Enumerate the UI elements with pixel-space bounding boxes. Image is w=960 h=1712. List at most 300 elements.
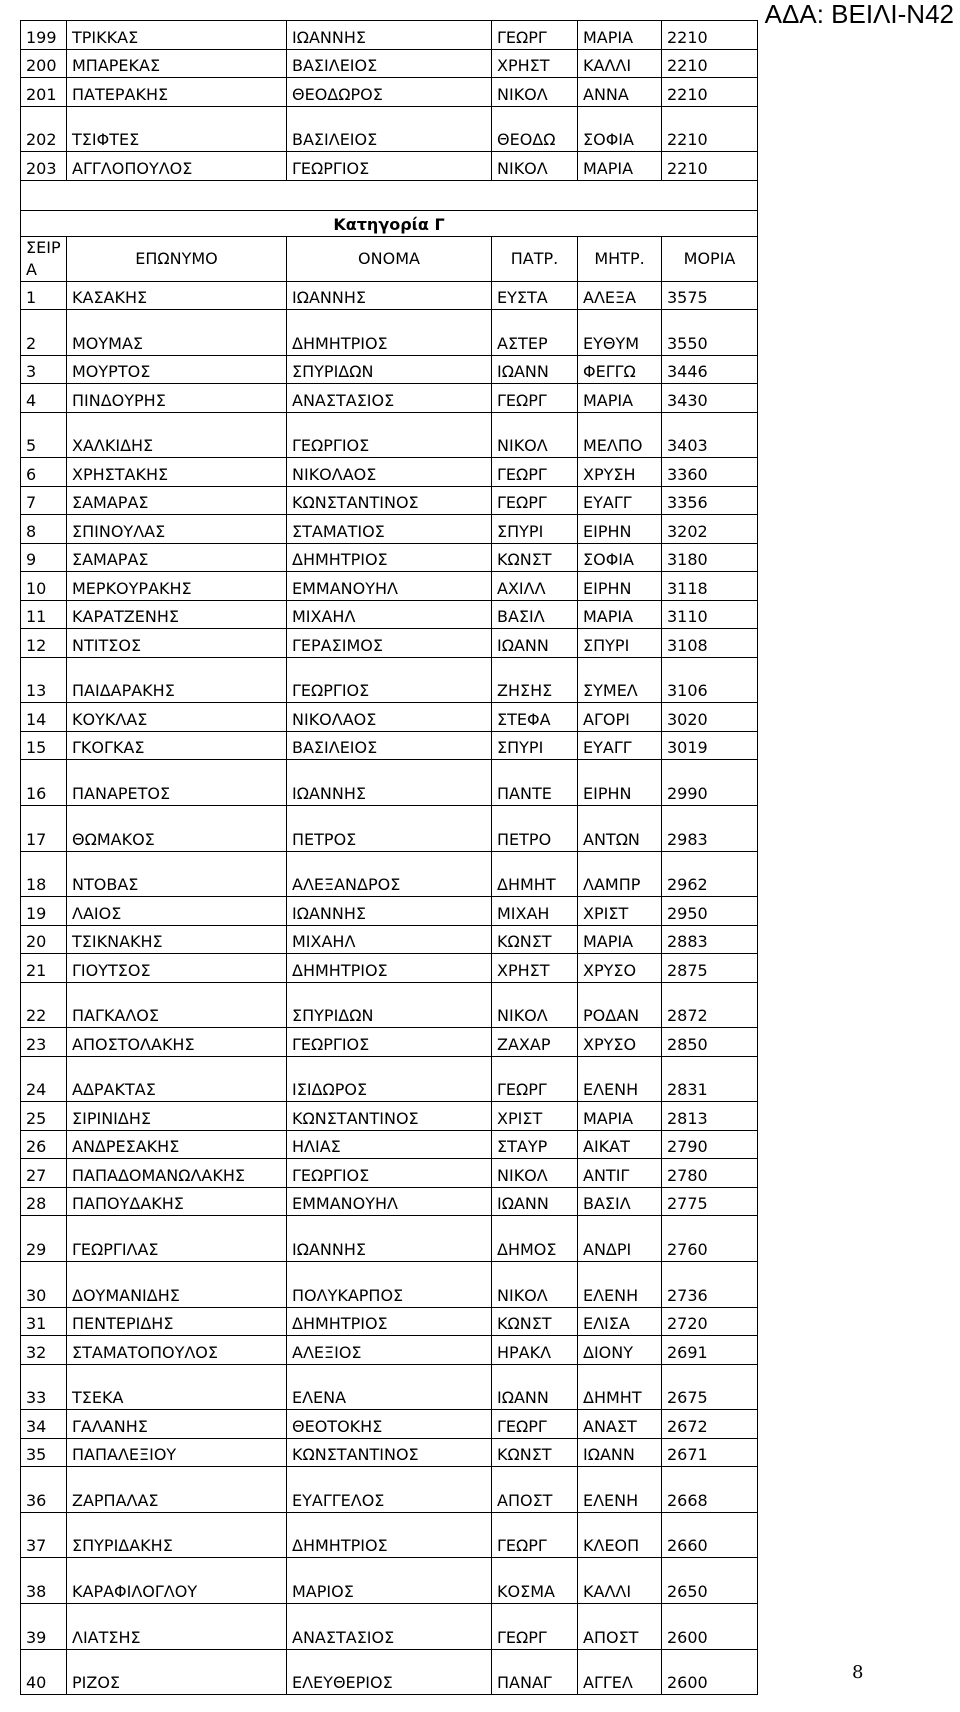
cell-eponymo: ΣΙΡΙΝΙΔΗΣ [67, 1102, 287, 1131]
cell-mitr: ΑΝΤΩΝ [578, 805, 662, 851]
cell-seira: 10 [21, 572, 67, 601]
cell-mitr: ΕΙΡΗΝ [578, 515, 662, 544]
table-row [21, 1307, 758, 1336]
cell-moria: 2872 [662, 982, 758, 1028]
cell-moria: 2210 [662, 78, 758, 107]
cell-mitr: ΑΛΕΞΑ [578, 281, 662, 310]
cell-patr: ΓΕΩΡΓ [492, 1056, 578, 1102]
cell-mitr: ΕΙΡΗΝ [578, 572, 662, 601]
cell-eponymo: ΓΕΩΡΓΙΛΑΣ [67, 1216, 287, 1262]
cell-moria: 2660 [662, 1512, 758, 1558]
cell-patr: ΠΑΝΤΕ [492, 760, 578, 806]
table-row [21, 310, 758, 356]
cell-eponymo: ΑΝΔΡΕΣΑΚΗΣ [67, 1130, 287, 1159]
cell-moria: 2990 [662, 760, 758, 806]
cell-seira: 1 [21, 281, 67, 310]
cell-mitr: ΕΥΘΥΜ [578, 310, 662, 356]
cell-onoma: ΚΩΝΣΤΑΝΤΙΝΟΣ [287, 486, 492, 515]
cell-mitr: ΜΑΡΙΑ [578, 1102, 662, 1131]
cell-seira: 36 [21, 1467, 67, 1513]
cell-moria: 3550 [662, 310, 758, 356]
cell-seira: 7 [21, 486, 67, 515]
cell-eponymo: ΚΑΡΑΦΙΛΟΓΛΟΥ [67, 1558, 287, 1604]
table-row [21, 1649, 758, 1695]
cell-onoma: ΙΩΑΝΝΗΣ [287, 897, 492, 926]
cell-moria: 3020 [662, 703, 758, 732]
cell-moria: 2720 [662, 1307, 758, 1336]
cell-seira: 23 [21, 1028, 67, 1057]
cell-moria: 2850 [662, 1028, 758, 1057]
page-number: 8 [852, 1662, 864, 1683]
table-row [21, 21, 758, 50]
cell-patr: ΑΣΤΕΡ [492, 310, 578, 356]
cell-mitr: ΣΠΥΡΙ [578, 629, 662, 658]
cell-moria: 3019 [662, 731, 758, 760]
cell-mitr: ΚΑΛΛΙ [578, 49, 662, 78]
cell-seira: 37 [21, 1512, 67, 1558]
cell-onoma: ΕΜΜΑΝΟΥΗΛ [287, 572, 492, 601]
cell-eponymo: ΠΙΝΔΟΥΡΗΣ [67, 384, 287, 413]
spacer-row [21, 180, 758, 210]
cell-moria: 2672 [662, 1410, 758, 1439]
cell-patr: ΚΩΝΣΤ [492, 543, 578, 572]
cell-moria: 3446 [662, 355, 758, 384]
cell-patr: ΝΙΚΟΛ [492, 152, 578, 181]
cell-moria: 2210 [662, 152, 758, 181]
cell-mitr: ΜΑΡΙΑ [578, 600, 662, 629]
cell-seira: 33 [21, 1364, 67, 1410]
cell-patr: ΚΟΣΜΑ [492, 1558, 578, 1604]
cell-eponymo: ΠΑΠΟΥΔΑΚΗΣ [67, 1187, 287, 1216]
cell-mitr: ΑΠΟΣΤ [578, 1603, 662, 1649]
cell-moria: 3360 [662, 458, 758, 487]
cell-eponymo: ΣΠΙΝΟΥΛΑΣ [67, 515, 287, 544]
table-row [21, 281, 758, 310]
cell-mitr: ΚΑΛΛΙ [578, 1558, 662, 1604]
cell-eponymo: ΛΙΑΤΣΗΣ [67, 1603, 287, 1649]
table-row [21, 515, 758, 544]
cell-moria: 3403 [662, 412, 758, 458]
cell-eponymo: ΤΣΙΚΝΑΚΗΣ [67, 925, 287, 954]
cell-moria: 2210 [662, 21, 758, 50]
cell-mitr: ΣΟΦΙΑ [578, 543, 662, 572]
table-row [21, 1364, 758, 1410]
cell-seira: 6 [21, 458, 67, 487]
cell-eponymo: ΠΑΝΑΡΕΤΟΣ [67, 760, 287, 806]
cell-patr: ΝΙΚΟΛ [492, 1261, 578, 1307]
cell-onoma: ΘΕΟΔΩΡΟΣ [287, 78, 492, 107]
cell-seira: 203 [21, 152, 67, 181]
cell-mitr: ΧΡΥΣΟ [578, 1028, 662, 1057]
cell-patr: ΚΩΝΣΤ [492, 1438, 578, 1467]
cell-seira: 16 [21, 760, 67, 806]
table-row [21, 600, 758, 629]
cell-eponymo: ΠΕΝΤΕΡΙΔΗΣ [67, 1307, 287, 1336]
cell-patr: ΓΕΩΡΓ [492, 486, 578, 515]
cell-onoma: ΙΩΑΝΝΗΣ [287, 1216, 492, 1262]
cell-seira: 38 [21, 1558, 67, 1604]
table-row [21, 805, 758, 851]
cell-mitr: ΧΡΙΣΤ [578, 897, 662, 926]
cell-patr: ΣΤΕΦΑ [492, 703, 578, 732]
table-row [21, 1261, 758, 1307]
cell-onoma: ΓΕΡΑΣΙΜΟΣ [287, 629, 492, 658]
table-row [21, 1603, 758, 1649]
cell-patr: ΓΕΩΡΓ [492, 21, 578, 50]
cell-patr: ΕΥΣΤΑ [492, 281, 578, 310]
cell-patr: ΚΩΝΣΤ [492, 1307, 578, 1336]
table-row [21, 486, 758, 515]
table-row [21, 1467, 758, 1513]
cell-mitr: ΧΡΥΣΗ [578, 458, 662, 487]
cell-eponymo: ΜΟΥΜΑΣ [67, 310, 287, 356]
cell-mitr: ΒΑΣΙΛ [578, 1187, 662, 1216]
cell-onoma: ΕΛΕΝΑ [287, 1364, 492, 1410]
cell-patr: ΔΗΜΟΣ [492, 1216, 578, 1262]
table-row [21, 572, 758, 601]
cell-moria: 2671 [662, 1438, 758, 1467]
cell-patr: ΝΙΚΟΛ [492, 78, 578, 107]
table-row [21, 1187, 758, 1216]
cell-seira: 15 [21, 731, 67, 760]
cell-onoma: ΓΕΩΡΓΙΟΣ [287, 1159, 492, 1188]
cell-moria: 3108 [662, 629, 758, 658]
cell-seira: 30 [21, 1261, 67, 1307]
cell-seira: 40 [21, 1649, 67, 1695]
table-row [21, 1438, 758, 1467]
cell-eponymo: ΖΑΡΠΑΛΑΣ [67, 1467, 287, 1513]
cell-onoma: ΝΙΚΟΛΑΟΣ [287, 458, 492, 487]
cell-eponymo: ΠΑΤΕΡΑΚΗΣ [67, 78, 287, 107]
cell-seira: 25 [21, 1102, 67, 1131]
table-row [21, 1130, 758, 1159]
cell-eponymo: ΔΟΥΜΑΝΙΔΗΣ [67, 1261, 287, 1307]
table-row [21, 152, 758, 181]
cell-eponymo: ΚΑΣΑΚΗΣ [67, 281, 287, 310]
header-row [21, 236, 758, 281]
cell-mitr: ΕΛΕΝΗ [578, 1261, 662, 1307]
table-row [21, 954, 758, 983]
cell-seira: 32 [21, 1336, 67, 1365]
cell-eponymo: ΤΣΙΦΤΕΣ [67, 106, 287, 152]
table-row [21, 629, 758, 658]
cell-seira: 201 [21, 78, 67, 107]
cell-onoma: ΑΛΕΞΙΟΣ [287, 1336, 492, 1365]
cell-onoma: ΒΑΣΙΛΕΙΟΣ [287, 106, 492, 152]
cell-mitr: ΑΓΓΕΛ [578, 1649, 662, 1695]
table-row [21, 1028, 758, 1057]
cell-mitr: ΚΛΕΟΠ [578, 1512, 662, 1558]
table-row [21, 1216, 758, 1262]
cell-moria: 2983 [662, 805, 758, 851]
cell-moria: 2600 [662, 1603, 758, 1649]
cell-mitr: ΕΛΕΝΗ [578, 1467, 662, 1513]
cell-seira: 20 [21, 925, 67, 954]
category-row [21, 210, 758, 236]
cell-patr: ΚΩΝΣΤ [492, 925, 578, 954]
table-row [21, 543, 758, 572]
cell-patr: ΝΙΚΟΛ [492, 1159, 578, 1188]
cell-moria: 3106 [662, 657, 758, 703]
cell-seira: 200 [21, 49, 67, 78]
cell-mitr: ΜΑΡΙΑ [578, 152, 662, 181]
cell-onoma: ΓΕΩΡΓΙΟΣ [287, 412, 492, 458]
cell-eponymo: ΑΓΓΛΟΠΟΥΛΟΣ [67, 152, 287, 181]
cell-mitr: ΔΗΜΗΤ [578, 1364, 662, 1410]
cell-eponymo: ΣΤΑΜΑΤΟΠΟΥΛΟΣ [67, 1336, 287, 1365]
cell-seira: 2 [21, 310, 67, 356]
cell-eponymo: ΣΑΜΑΡΑΣ [67, 543, 287, 572]
cell-moria: 2675 [662, 1364, 758, 1410]
cell-moria: 2650 [662, 1558, 758, 1604]
cell-mitr: ΕΥΑΓΓ [578, 486, 662, 515]
cell-onoma: ΕΛΕΥΘΕΡΙΟΣ [287, 1649, 492, 1695]
table-row [21, 1512, 758, 1558]
cell-moria: 2950 [662, 897, 758, 926]
cell-patr: ΓΕΩΡΓ [492, 1410, 578, 1439]
cell-moria: 3202 [662, 515, 758, 544]
table-row [21, 384, 758, 413]
cell-patr: ΓΕΩΡΓ [492, 1512, 578, 1558]
cell-eponymo: ΑΠΟΣΤΟΛΑΚΗΣ [67, 1028, 287, 1057]
table-row [21, 1056, 758, 1102]
header-seira: ΣΕΙΡΑ [21, 236, 67, 281]
cell-mitr: ΕΛΙΣΑ [578, 1307, 662, 1336]
cell-seira: 5 [21, 412, 67, 458]
cell-patr: ΙΩΑΝΝ [492, 1364, 578, 1410]
cell-patr: ΠΑΝΑΓ [492, 1649, 578, 1695]
table-row [21, 412, 758, 458]
cell-eponymo: ΠΑΙΔΑΡΑΚΗΣ [67, 657, 287, 703]
header-mitr: ΜΗΤΡ. [578, 236, 662, 281]
cell-onoma: ΓΕΩΡΓΙΟΣ [287, 152, 492, 181]
cell-mitr: ΡΟΔΑΝ [578, 982, 662, 1028]
table-row [21, 106, 758, 152]
cell-onoma: ΕΥΑΓΓΕΛΟΣ [287, 1467, 492, 1513]
cell-moria: 3356 [662, 486, 758, 515]
cell-eponymo: ΚΑΡΑΤΖΕΝΗΣ [67, 600, 287, 629]
table-row [21, 982, 758, 1028]
cell-seira: 29 [21, 1216, 67, 1262]
cell-mitr: ΣΟΦΙΑ [578, 106, 662, 152]
cell-seira: 35 [21, 1438, 67, 1467]
cell-moria: 2875 [662, 954, 758, 983]
cell-seira: 18 [21, 851, 67, 897]
cell-patr: ΔΗΜΗΤ [492, 851, 578, 897]
cell-patr: ΑΧΙΛΛ [492, 572, 578, 601]
cell-patr: ΗΡΑΚΛ [492, 1336, 578, 1365]
cell-seira: 24 [21, 1056, 67, 1102]
cell-patr: ΓΕΩΡΓ [492, 1603, 578, 1649]
cell-seira: 34 [21, 1410, 67, 1439]
cell-moria: 2691 [662, 1336, 758, 1365]
cell-moria: 2962 [662, 851, 758, 897]
cell-seira: 21 [21, 954, 67, 983]
table-row [21, 657, 758, 703]
table-row [21, 49, 758, 78]
cell-mitr: ΑΓΟΡΙ [578, 703, 662, 732]
cell-moria: 2600 [662, 1649, 758, 1695]
cell-onoma: ΜΙΧΑΗΛ [287, 925, 492, 954]
cell-mitr: ΔΙΟΝΥ [578, 1336, 662, 1365]
candidates-table [20, 20, 758, 1695]
table-row [21, 1336, 758, 1365]
cell-mitr: ΑΝΤΙΓ [578, 1159, 662, 1188]
cell-mitr: ΣΥΜΕΛ [578, 657, 662, 703]
cell-onoma: ΒΑΣΙΛΕΙΟΣ [287, 731, 492, 760]
table-row [21, 925, 758, 954]
cell-seira: 39 [21, 1603, 67, 1649]
cell-onoma: ΓΕΩΡΓΙΟΣ [287, 657, 492, 703]
table-row [21, 703, 758, 732]
header-eponymo: ΕΠΩΝΥΜΟ [67, 236, 287, 281]
cell-onoma: ΙΩΑΝΝΗΣ [287, 281, 492, 310]
cell-onoma: ΚΩΝΣΤΑΝΤΙΝΟΣ [287, 1438, 492, 1467]
cell-eponymo: ΠΑΠΑΔΟΜΑΝΩΛΑΚΗΣ [67, 1159, 287, 1188]
cell-moria: 3575 [662, 281, 758, 310]
cell-seira: 8 [21, 515, 67, 544]
table-row [21, 760, 758, 806]
cell-onoma: ΔΗΜΗΤΡΙΟΣ [287, 1307, 492, 1336]
cell-onoma: ΠΟΛΥΚΑΡΠΟΣ [287, 1261, 492, 1307]
cell-eponymo: ΑΔΡΑΚΤΑΣ [67, 1056, 287, 1102]
cell-eponymo: ΝΤΟΒΑΣ [67, 851, 287, 897]
cell-moria: 3430 [662, 384, 758, 413]
table-row [21, 1558, 758, 1604]
cell-patr: ΣΤΑΥΡ [492, 1130, 578, 1159]
cell-moria: 2210 [662, 106, 758, 152]
cell-eponymo: ΣΠΥΡΙΔΑΚΗΣ [67, 1512, 287, 1558]
cell-patr: ΜΙΧΑΗ [492, 897, 578, 926]
cell-onoma: ΙΩΑΝΝΗΣ [287, 21, 492, 50]
cell-eponymo: ΠΑΠΑΛΕΞΙΟΥ [67, 1438, 287, 1467]
cell-patr: ΑΠΟΣΤ [492, 1467, 578, 1513]
cell-eponymo: ΧΑΛΚΙΔΗΣ [67, 412, 287, 458]
cell-seira: 12 [21, 629, 67, 658]
cell-moria: 3118 [662, 572, 758, 601]
cell-patr: ΧΡΗΣΤ [492, 954, 578, 983]
cell-seira: 199 [21, 21, 67, 50]
cell-seira: 28 [21, 1187, 67, 1216]
cell-seira: 31 [21, 1307, 67, 1336]
cell-moria: 2883 [662, 925, 758, 954]
cell-moria: 2775 [662, 1187, 758, 1216]
table-row [21, 731, 758, 760]
cell-eponymo: ΓΚΟΓΚΑΣ [67, 731, 287, 760]
cell-mitr: ΜΕΛΠΟ [578, 412, 662, 458]
cell-seira: 27 [21, 1159, 67, 1188]
cell-seira: 19 [21, 897, 67, 926]
cell-seira: 4 [21, 384, 67, 413]
cell-eponymo: ΧΡΗΣΤΑΚΗΣ [67, 458, 287, 487]
cell-mitr: ΕΛΕΝΗ [578, 1056, 662, 1102]
cell-patr: ΙΩΑΝΝ [492, 355, 578, 384]
cell-patr: ΣΠΥΡΙ [492, 731, 578, 760]
cell-moria: 3180 [662, 543, 758, 572]
cell-eponymo: ΤΡΙΚΚΑΣ [67, 21, 287, 50]
cell-mitr: ΑΝΑΣΤ [578, 1410, 662, 1439]
cell-seira: 22 [21, 982, 67, 1028]
cell-mitr: ΑΝΔΡΙ [578, 1216, 662, 1262]
cell-seira: 202 [21, 106, 67, 152]
cell-patr: ΝΙΚΟΛ [492, 412, 578, 458]
cell-eponymo: ΓΙΟΥΤΣΟΣ [67, 954, 287, 983]
cell-eponymo: ΓΑΛΑΝΗΣ [67, 1410, 287, 1439]
cell-eponymo: ΤΣΕΚΑ [67, 1364, 287, 1410]
cell-moria: 2210 [662, 49, 758, 78]
table-row [21, 1102, 758, 1131]
cell-seira: 26 [21, 1130, 67, 1159]
cell-onoma: ΝΙΚΟΛΑΟΣ [287, 703, 492, 732]
cell-onoma: ΒΑΣΙΛΕΙΟΣ [287, 49, 492, 78]
category-title: Κατηγορία Γ [21, 210, 758, 236]
cell-mitr: ΑΝΝΑ [578, 78, 662, 107]
cell-onoma: ΑΝΑΣΤΑΣΙΟΣ [287, 1603, 492, 1649]
cell-onoma: ΔΗΜΗΤΡΙΟΣ [287, 310, 492, 356]
cell-patr: ΓΕΩΡΓ [492, 384, 578, 413]
cell-eponymo: ΣΑΜΑΡΑΣ [67, 486, 287, 515]
header-onoma: ΟΝΟΜΑ [287, 236, 492, 281]
table-row [21, 897, 758, 926]
previous-category-rows [21, 21, 758, 181]
cell-onoma: ΔΗΜΗΤΡΙΟΣ [287, 1512, 492, 1558]
cell-onoma: ΓΕΩΡΓΙΟΣ [287, 1028, 492, 1057]
cell-seira: 14 [21, 703, 67, 732]
cell-eponymo: ΘΩΜΑΚΟΣ [67, 805, 287, 851]
cell-moria: 2831 [662, 1056, 758, 1102]
table-row [21, 355, 758, 384]
cell-mitr: ΜΑΡΙΑ [578, 21, 662, 50]
cell-patr: ΙΩΑΝΝ [492, 1187, 578, 1216]
cell-moria: 2780 [662, 1159, 758, 1188]
table-row [21, 1410, 758, 1439]
cell-eponymo: ΛΑΙΟΣ [67, 897, 287, 926]
cell-patr: ΧΡΙΣΤ [492, 1102, 578, 1131]
header-patr: ΠΑΤΡ. [492, 236, 578, 281]
cell-onoma: ΣΠΥΡΙΔΩΝ [287, 355, 492, 384]
cell-eponymo: ΚΟΥΚΛΑΣ [67, 703, 287, 732]
cell-moria: 2668 [662, 1467, 758, 1513]
cell-moria: 2760 [662, 1216, 758, 1262]
table-row [21, 458, 758, 487]
ada-watermark: ΑΔΑ: ΒΕΙΛΙ-Ν42 [764, 0, 954, 29]
cell-mitr: ΧΡΥΣΟ [578, 954, 662, 983]
cell-eponymo: ΜΠΑΡΕΚΑΣ [67, 49, 287, 78]
cell-onoma: ΕΜΜΑΝΟΥΗΛ [287, 1187, 492, 1216]
cell-patr: ΖΑΧΑΡ [492, 1028, 578, 1057]
cell-eponymo: ΝΤΙΤΣΟΣ [67, 629, 287, 658]
cell-onoma: ΣΤΑΜΑΤΙΟΣ [287, 515, 492, 544]
cell-mitr: ΕΥΑΓΓ [578, 731, 662, 760]
cell-seira: 11 [21, 600, 67, 629]
cell-onoma: ΗΛΙΑΣ [287, 1130, 492, 1159]
cell-onoma: ΔΗΜΗΤΡΙΟΣ [287, 543, 492, 572]
cell-patr: ΒΑΣΙΛ [492, 600, 578, 629]
cell-eponymo: ΠΑΓΚΑΛΟΣ [67, 982, 287, 1028]
cell-patr: ΘΕΟΔΩ [492, 106, 578, 152]
cell-onoma: ΘΕΟΤΟΚΗΣ [287, 1410, 492, 1439]
cell-onoma: ΚΩΝΣΤΑΝΤΙΝΟΣ [287, 1102, 492, 1131]
cell-patr: ΖΗΣΗΣ [492, 657, 578, 703]
cell-eponymo: ΜΕΡΚΟΥΡΑΚΗΣ [67, 572, 287, 601]
cell-mitr: ΑΙΚΑΤ [578, 1130, 662, 1159]
cell-eponymo: ΡΙΖΟΣ [67, 1649, 287, 1695]
cell-onoma: ΠΕΤΡΟΣ [287, 805, 492, 851]
cell-moria: 2736 [662, 1261, 758, 1307]
cell-onoma: ΙΩΑΝΝΗΣ [287, 760, 492, 806]
cell-onoma: ΑΛΕΞΑΝΔΡΟΣ [287, 851, 492, 897]
cell-mitr: ΙΩΑΝΝ [578, 1438, 662, 1467]
